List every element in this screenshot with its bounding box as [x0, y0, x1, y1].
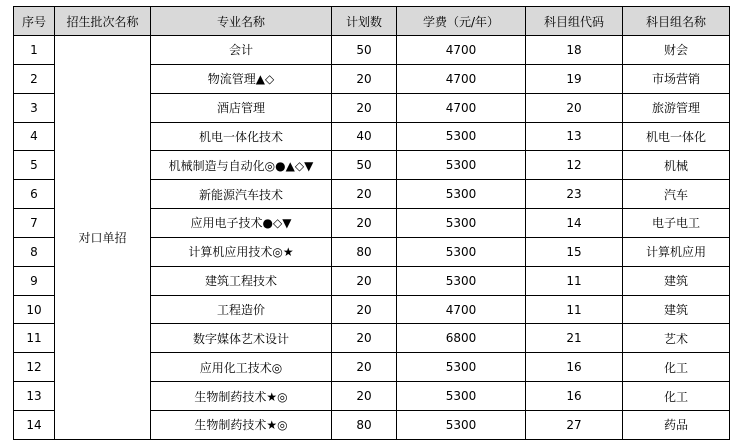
subject-code-cell: 20 [526, 93, 623, 122]
tuition-cell: 5300 [397, 353, 526, 382]
row-number-cell: 7 [14, 209, 55, 238]
tuition-cell: 5300 [397, 382, 526, 411]
row-number-cell: 2 [14, 64, 55, 93]
major-name-cell: 应用电子技术●◇▼ [151, 209, 332, 238]
tuition-cell: 5300 [397, 122, 526, 151]
plan-count-cell: 20 [332, 64, 397, 93]
tuition-cell: 4700 [397, 295, 526, 324]
tuition-cell: 5300 [397, 266, 526, 295]
major-name-cell: 会计 [151, 36, 332, 65]
tuition-cell: 4700 [397, 64, 526, 93]
row-number-cell: 5 [14, 151, 55, 180]
subject-group-cell: 计算机应用 [623, 237, 730, 266]
subject-code-cell: 19 [526, 64, 623, 93]
tuition-cell: 5300 [397, 237, 526, 266]
plan-count-cell: 20 [332, 266, 397, 295]
row-number-cell: 10 [14, 295, 55, 324]
subject-group-cell: 药品 [623, 410, 730, 439]
major-name-cell: 计算机应用技术◎★ [151, 237, 332, 266]
plan-count-cell: 20 [332, 353, 397, 382]
header-cell-code: 科目组代码 [526, 7, 623, 36]
header-cell-group: 科目组名称 [623, 7, 730, 36]
subject-group-cell: 建筑 [623, 295, 730, 324]
row-number-cell: 4 [14, 122, 55, 151]
subject-code-cell: 12 [526, 151, 623, 180]
plan-count-cell: 80 [332, 410, 397, 439]
plan-count-cell: 50 [332, 36, 397, 65]
row-number-cell: 8 [14, 237, 55, 266]
header-cell-no: 序号 [14, 7, 55, 36]
major-name-cell: 应用化工技术◎ [151, 353, 332, 382]
row-number-cell: 3 [14, 93, 55, 122]
subject-code-cell: 15 [526, 237, 623, 266]
enrollment-table [13, 6, 730, 440]
subject-group-cell: 艺术 [623, 324, 730, 353]
subject-code-cell: 13 [526, 122, 623, 151]
major-name-cell: 物流管理▲◇ [151, 64, 332, 93]
subject-code-cell: 21 [526, 324, 623, 353]
row-number-cell: 6 [14, 180, 55, 209]
major-name-cell: 生物制药技术★◎ [151, 410, 332, 439]
header-cell-batch: 招生批次名称 [55, 7, 151, 36]
row-number-cell: 14 [14, 410, 55, 439]
subject-group-cell: 化工 [623, 382, 730, 411]
table-body [14, 36, 730, 440]
plan-count-cell: 20 [332, 295, 397, 324]
major-name-cell: 新能源汽车技术 [151, 180, 332, 209]
subject-code-cell: 27 [526, 410, 623, 439]
subject-group-cell: 市场营销 [623, 64, 730, 93]
row-number-cell: 9 [14, 266, 55, 295]
tuition-cell: 6800 [397, 324, 526, 353]
plan-count-cell: 20 [332, 382, 397, 411]
plan-count-cell: 20 [332, 324, 397, 353]
subject-group-cell: 机电一体化 [623, 122, 730, 151]
row-number-cell: 12 [14, 353, 55, 382]
plan-count-cell: 80 [332, 237, 397, 266]
table-row [14, 36, 730, 65]
major-name-cell: 机械制造与自动化◎●▲◇▼ [151, 151, 332, 180]
header-row [14, 7, 730, 36]
subject-code-cell: 14 [526, 209, 623, 238]
major-name-cell: 机电一体化技术 [151, 122, 332, 151]
major-name-cell: 建筑工程技术 [151, 266, 332, 295]
subject-group-cell: 建筑 [623, 266, 730, 295]
subject-code-cell: 18 [526, 36, 623, 65]
subject-group-cell: 化工 [623, 353, 730, 382]
plan-count-cell: 20 [332, 180, 397, 209]
tuition-cell: 4700 [397, 36, 526, 65]
subject-code-cell: 23 [526, 180, 623, 209]
tuition-cell: 4700 [397, 93, 526, 122]
major-name-cell: 酒店管理 [151, 93, 332, 122]
subject-group-cell: 旅游管理 [623, 93, 730, 122]
subject-group-cell: 机械 [623, 151, 730, 180]
header-cell-fee: 学费（元/年） [397, 7, 526, 36]
major-name-cell: 生物制药技术★◎ [151, 382, 332, 411]
plan-count-cell: 20 [332, 209, 397, 238]
subject-group-cell: 汽车 [623, 180, 730, 209]
subject-code-cell: 16 [526, 382, 623, 411]
plan-count-cell: 40 [332, 122, 397, 151]
tuition-cell: 5300 [397, 209, 526, 238]
row-number-cell: 11 [14, 324, 55, 353]
subject-code-cell: 11 [526, 295, 623, 324]
major-name-cell: 数字媒体艺术设计 [151, 324, 332, 353]
tuition-cell: 5300 [397, 180, 526, 209]
subject-code-cell: 11 [526, 266, 623, 295]
tuition-cell: 5300 [397, 151, 526, 180]
major-name-cell: 工程造价 [151, 295, 332, 324]
plan-count-cell: 20 [332, 93, 397, 122]
row-number-cell: 1 [14, 36, 55, 65]
header-cell-major: 专业名称 [151, 7, 332, 36]
subject-group-cell: 电子电工 [623, 209, 730, 238]
header-cell-plan: 计划数 [332, 7, 397, 36]
subject-code-cell: 16 [526, 353, 623, 382]
subject-group-cell: 财会 [623, 36, 730, 65]
row-number-cell: 13 [14, 382, 55, 411]
batch-name-cell: 对口单招 [55, 36, 151, 440]
plan-count-cell: 50 [332, 151, 397, 180]
tuition-cell: 5300 [397, 410, 526, 439]
